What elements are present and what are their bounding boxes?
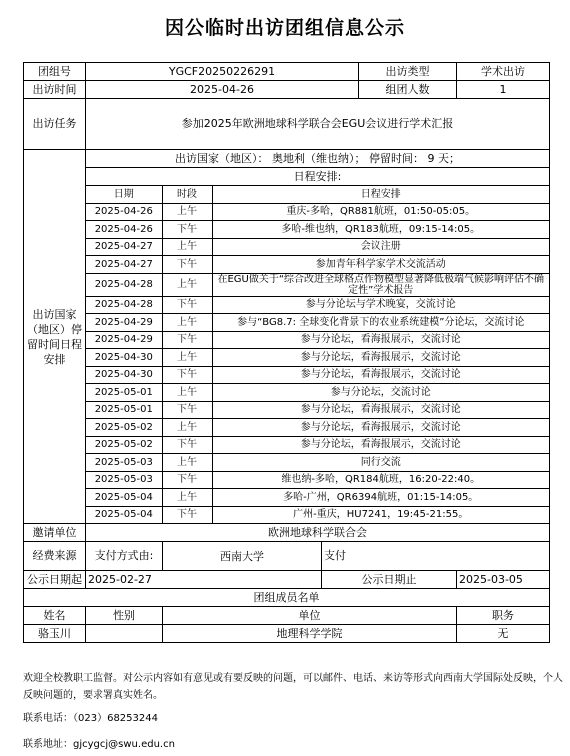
schedule-row	[86, 419, 549, 437]
footer-address	[23, 736, 563, 753]
schedule-period: 下午	[162, 256, 212, 274]
schedule-cell	[86, 186, 550, 524]
footer-notice: 欢迎全校教职工监督。对公示内容如有意见或有要反映的问题，可以邮件、电话、来访等形式向西南大学国际处反映，个人反映问题的，要求署真实姓名。	[23, 673, 563, 701]
member-header-position: 职务	[457, 607, 550, 625]
info-table	[23, 62, 550, 643]
schedule-date: 2025-04-29	[86, 314, 162, 332]
schedule-date: 2025-04-26	[86, 203, 162, 221]
schedule-period: 上午	[162, 454, 212, 472]
payment-unit: 西南大学	[163, 542, 322, 571]
task-value: 参加2025年欧洲地球科学联合会EGU会议进行学术汇报	[86, 99, 550, 150]
stay-line: 出访国家（地区）： 奥地利（维也纳）； 停留时间： 9 天；	[86, 150, 550, 168]
task-label: 出访任务	[24, 99, 86, 150]
member-header-name: 姓名	[24, 607, 86, 625]
group-no-value: YGCF20250226291	[86, 63, 359, 81]
schedule-title: 日程安排:	[86, 168, 550, 186]
schedule-date: 2025-04-26	[86, 221, 162, 239]
pub-end-value: 2025-03-05	[457, 571, 550, 589]
payment-label: 支付方式由:	[86, 542, 163, 571]
schedule-plan: 参加青年科学家学术交流活动	[212, 256, 549, 274]
date-value: 2025-04-26	[86, 81, 359, 99]
schedule-date: 2025-04-29	[86, 331, 162, 349]
count-value: 1	[457, 81, 550, 99]
schedule-period: 下午	[162, 471, 212, 489]
schedule-plan: 参与分论坛，交流讨论	[212, 384, 549, 402]
schedule-date: 2025-05-04	[86, 506, 162, 523]
schedule-date: 2025-04-27	[86, 256, 162, 274]
payment-suffix: 支付	[322, 542, 550, 571]
member-position: 无	[457, 625, 550, 643]
pub-end-label: 公示日期止	[322, 571, 457, 589]
member-gender	[86, 625, 163, 643]
schedule-plan: 在EGU做关于“综合改进全球格点作物模型显著降低极端气候影响评估不确定性”学术报告	[212, 273, 549, 296]
member-unit: 地理科学学院	[163, 625, 457, 643]
schedule-plan: 参与分论坛，看海报展示，交流讨论	[212, 419, 549, 437]
schedule-date: 2025-05-02	[86, 419, 162, 437]
schedule-plan: 同行交流	[212, 454, 549, 472]
schedule-row	[86, 273, 549, 296]
group-no-label: 团组号	[24, 63, 86, 81]
schedule-date: 2025-04-30	[86, 366, 162, 384]
schedule-date: 2025-05-03	[86, 471, 162, 489]
visit-type-label: 出访类型	[359, 63, 457, 81]
schedule-row	[86, 436, 549, 454]
schedule-date: 2025-05-04	[86, 489, 162, 507]
schedule-plan: 参与分论坛，看海报展示，交流讨论	[212, 331, 549, 349]
schedule-row	[86, 384, 549, 402]
schedule-row	[86, 366, 549, 384]
schedule-header-date: 日期	[86, 186, 162, 203]
schedule-period: 上午	[162, 419, 212, 437]
schedule-plan: 参与分论坛，看海报展示，交流讨论	[212, 349, 549, 367]
schedule-period: 下午	[162, 436, 212, 454]
phone-value: （023）68253244	[73, 713, 158, 724]
schedule-header-plan: 日程安排	[212, 186, 549, 203]
schedule-plan: 广州-重庆，HU7241，19:45-21:55。	[212, 506, 549, 523]
schedule-table	[86, 186, 549, 523]
schedule-header-row	[86, 186, 549, 203]
schedule-date: 2025-04-30	[86, 349, 162, 367]
schedule-date: 2025-05-02	[86, 436, 162, 454]
phone-label: 联系电话：	[23, 713, 73, 724]
schedule-date: 2025-04-27	[86, 238, 162, 256]
schedule-date: 2025-04-28	[86, 273, 162, 296]
schedule-row	[86, 489, 549, 507]
member-header-unit: 单位	[163, 607, 457, 625]
schedule-period: 上午	[162, 349, 212, 367]
schedule-period: 上午	[162, 384, 212, 402]
schedule-header-period: 时段	[162, 186, 212, 203]
schedule-row	[86, 331, 549, 349]
member-header-gender: 性别	[86, 607, 163, 625]
schedule-row	[86, 454, 549, 472]
schedule-period: 上午	[162, 314, 212, 332]
member-row	[24, 625, 550, 643]
schedule-plan: 多哈-维也纳，QR183航班，09:15-14:05。	[212, 221, 549, 239]
schedule-period: 下午	[162, 366, 212, 384]
schedule-period: 上午	[162, 238, 212, 256]
schedule-period: 上午	[162, 489, 212, 507]
schedule-section-label: 出访国家（地区）停留时间日程安排	[24, 150, 86, 524]
schedule-row	[86, 256, 549, 274]
schedule-plan: 会议注册	[212, 238, 549, 256]
inviter-value: 欧洲地球科学联合会	[86, 524, 550, 542]
schedule-plan: 维也纳-多哈，QR184航班，16:20-22:40。	[212, 471, 549, 489]
schedule-period: 下午	[162, 221, 212, 239]
schedule-date: 2025-05-01	[86, 401, 162, 419]
schedule-plan: 参与分论坛，看海报展示，交流讨论	[212, 436, 549, 454]
schedule-row	[86, 203, 549, 221]
schedule-row	[86, 349, 549, 367]
schedule-plan: 参与分论坛与学术晚宴，交流讨论	[212, 296, 549, 314]
address-label: 联系地址：	[23, 739, 73, 750]
schedule-period: 上午	[162, 203, 212, 221]
schedule-plan: 参与分论坛，看海报展示，交流讨论	[212, 401, 549, 419]
member-name: 骆玉川	[24, 625, 86, 643]
schedule-plan: 参与分论坛，看海报展示，交流讨论	[212, 366, 549, 384]
schedule-plan: 参与“BG8.7: 全球变化背景下的农业系统建模”分论坛，交流讨论	[212, 314, 549, 332]
schedule-date: 2025-05-03	[86, 454, 162, 472]
count-label: 组团人数	[359, 81, 457, 99]
schedule-row	[86, 296, 549, 314]
inviter-label: 邀请单位	[24, 524, 86, 542]
page-title: 因公临时出访团组信息公示	[164, 17, 405, 39]
visit-type-value: 学术出访	[457, 63, 550, 81]
address-value: gjcygcj@swu.edu.cn	[73, 739, 175, 750]
schedule-plan: 重庆-多哈，QR881航班，01:50-05:05。	[212, 203, 549, 221]
date-label: 出访时间	[24, 81, 86, 99]
schedule-row	[86, 471, 549, 489]
schedule-plan: 多哈-广州，QR6394航班，01:15-14:05。	[212, 489, 549, 507]
pub-start-value: 2025-02-27	[86, 571, 322, 589]
footer-phone	[23, 710, 563, 727]
schedule-period: 下午	[162, 296, 212, 314]
schedule-period: 下午	[162, 506, 212, 523]
schedule-period: 下午	[162, 331, 212, 349]
schedule-date: 2025-04-28	[86, 296, 162, 314]
schedule-period: 下午	[162, 401, 212, 419]
funding-label: 经费来源	[24, 542, 86, 571]
schedule-row	[86, 401, 549, 419]
schedule-row	[86, 238, 549, 256]
schedule-date: 2025-05-01	[86, 384, 162, 402]
schedule-period: 上午	[162, 273, 212, 296]
schedule-row	[86, 506, 549, 523]
pub-start-label: 公示日期起	[24, 571, 86, 589]
schedule-row	[86, 314, 549, 332]
schedule-row	[86, 221, 549, 239]
members-title: 团组成员名单	[24, 589, 550, 607]
